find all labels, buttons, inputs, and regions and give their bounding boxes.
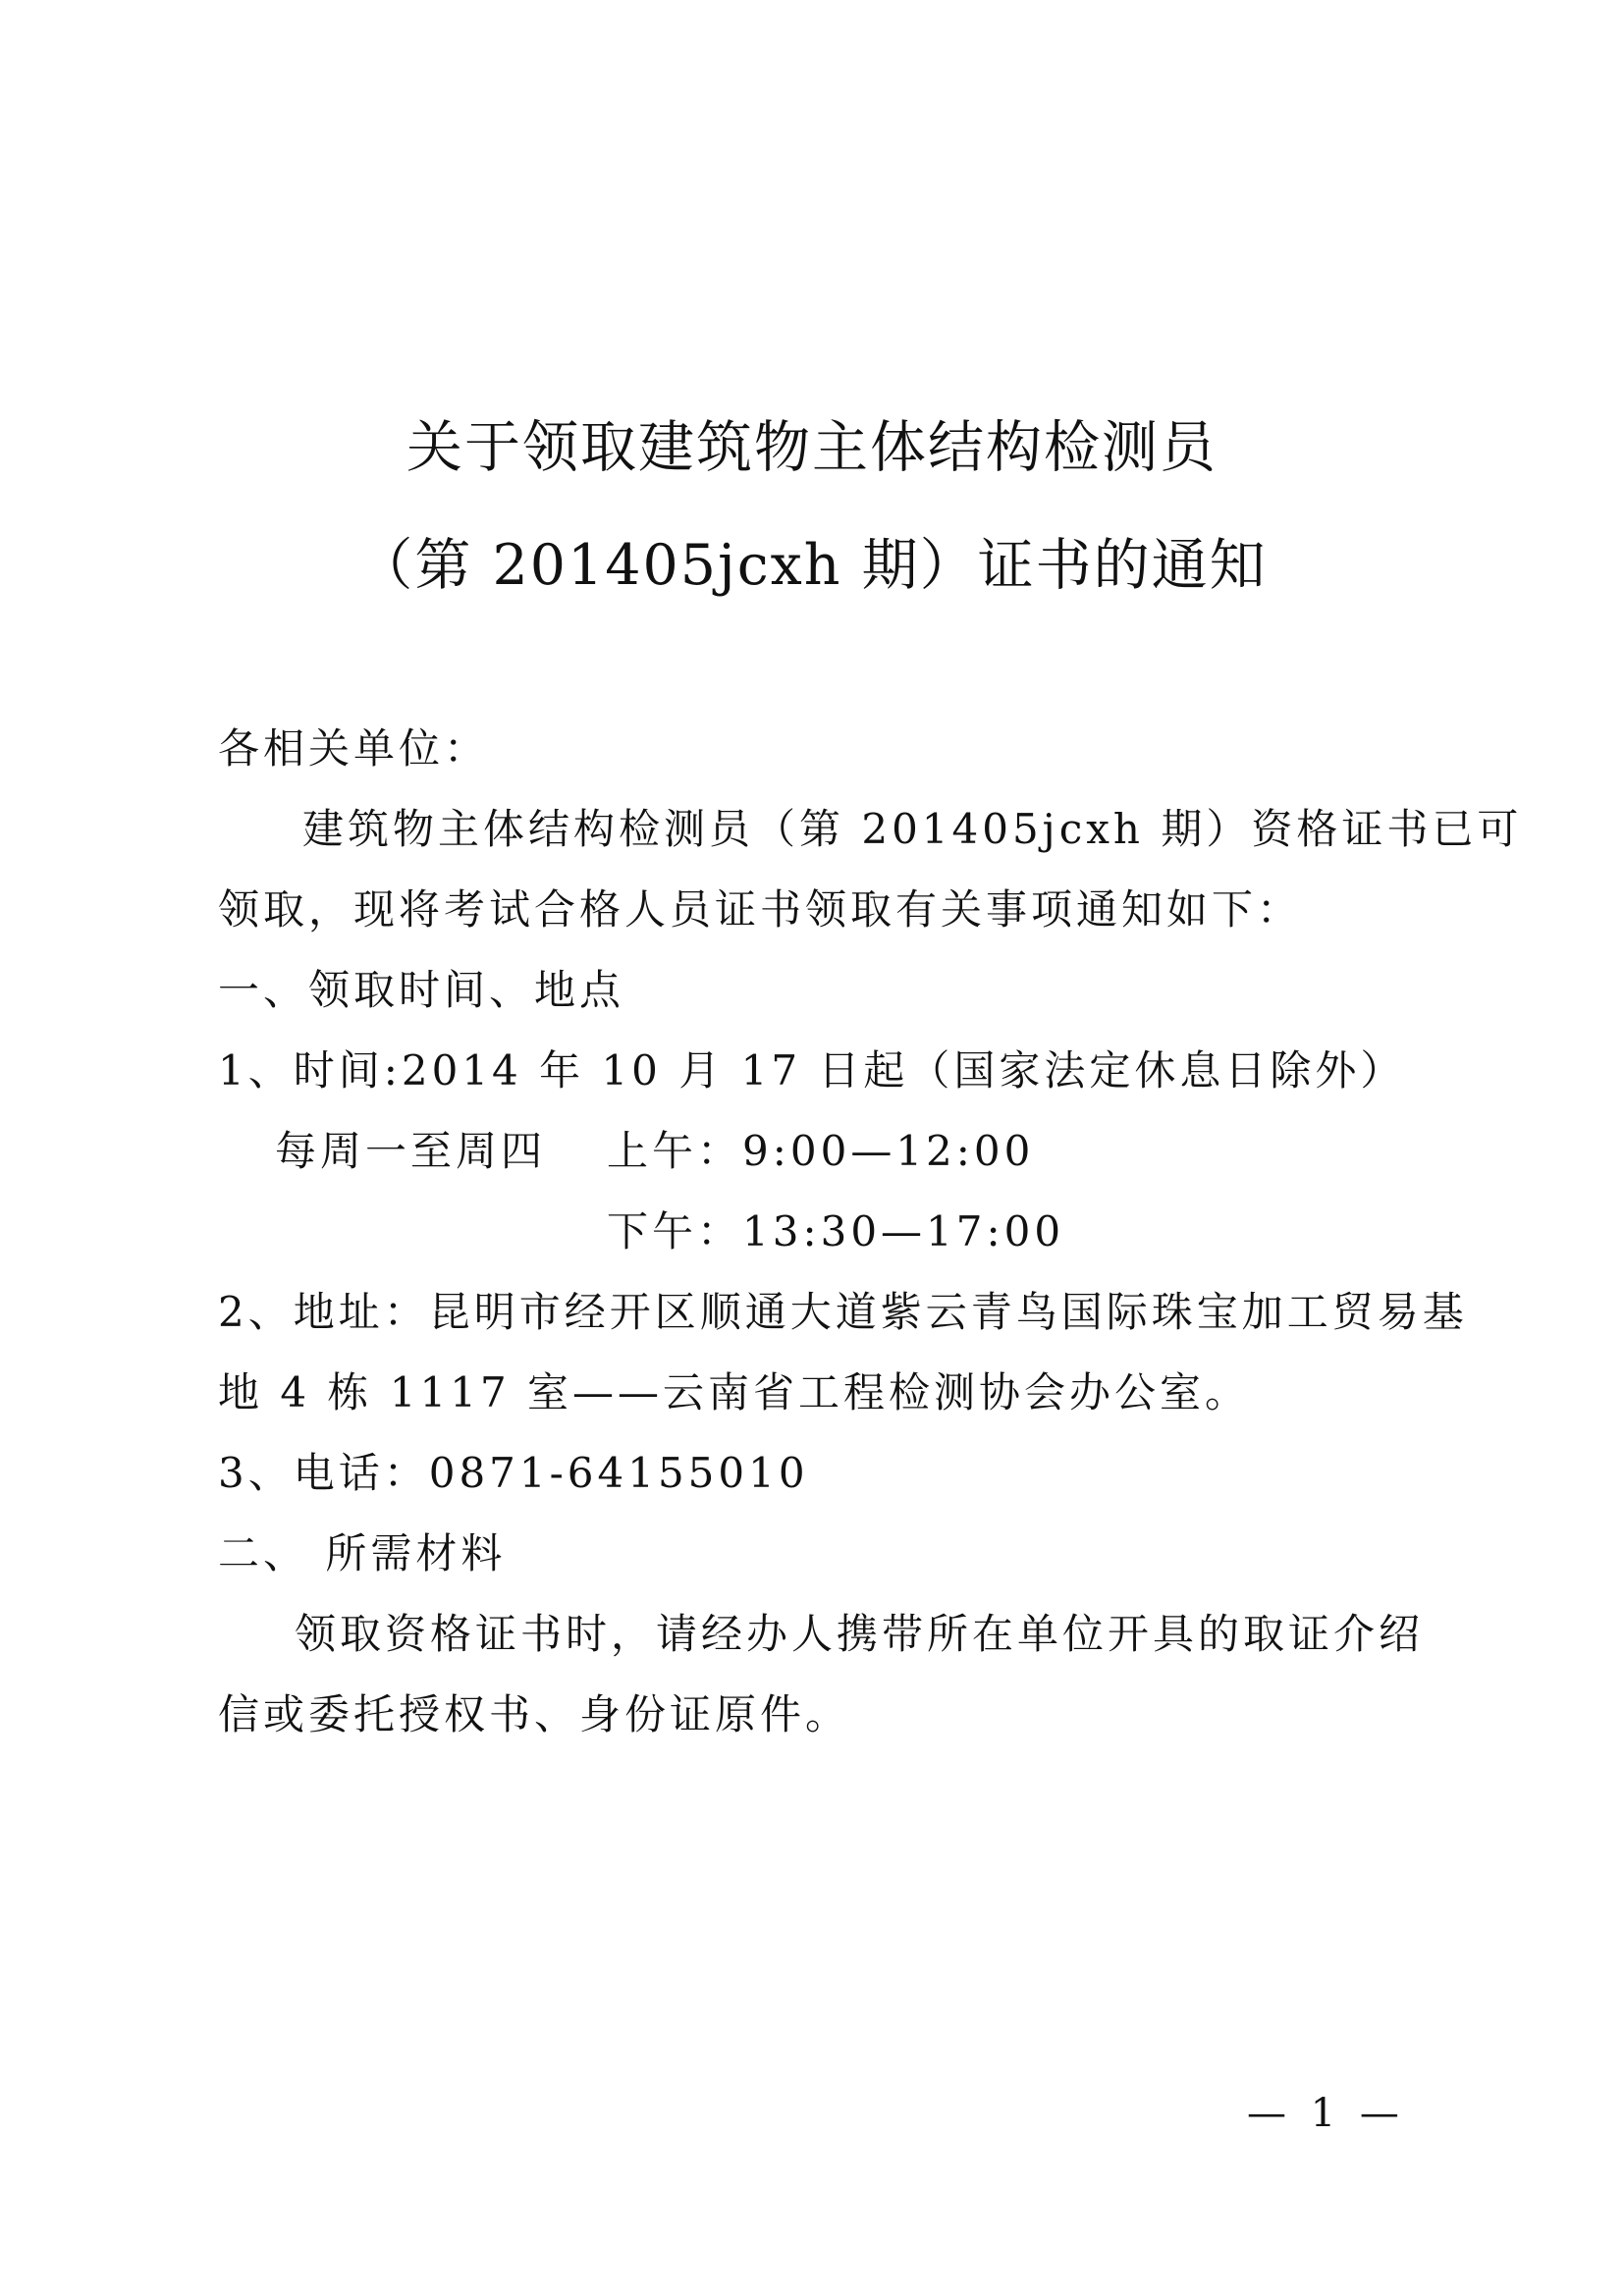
materials-paragraph-line-1: 领取资格证书时，请经办人携带所在单位开具的取证介绍 bbox=[295, 1610, 1425, 1658]
document-title-line-2: （第 201405jcxh 期）证书的通知 bbox=[356, 533, 1268, 598]
address-item-line-1: 2、地址：昆明市经开区顺通大道紫云青鸟国际珠宝加工贸易基 bbox=[218, 1288, 1468, 1336]
salutation: 各相关单位： bbox=[218, 724, 490, 773]
document-title-line-1: 关于领取建筑物主体结构检测员 bbox=[406, 415, 1218, 480]
time-item: 1、时间:2014 年 10 月 17 日起（国家法定休息日除外） bbox=[218, 1046, 1406, 1095]
schedule-days: 每周一至周四 bbox=[275, 1127, 547, 1175]
intro-paragraph-line-2: 领取，现将考试合格人员证书领取有关事项通知如下： bbox=[218, 885, 1303, 934]
address-item-line-2: 地 4 栋 1117 室——云南省工程检测协会办公室。 bbox=[218, 1368, 1251, 1416]
intro-paragraph-line-1: 建筑物主体结构检测员（第 201405jcxh 期）资格证书已可 bbox=[302, 805, 1523, 853]
page-number: — 1 — bbox=[1247, 2091, 1405, 2136]
section-heading-materials: 二、 所需材料 bbox=[218, 1529, 507, 1577]
schedule-afternoon-hours: 下午：13:30—17:00 bbox=[607, 1207, 1065, 1255]
materials-paragraph-line-2: 信或委托授权书、身份证原件。 bbox=[218, 1690, 851, 1738]
schedule-morning-hours: 上午：9:00—12:00 bbox=[607, 1127, 1035, 1175]
section-heading-time-location: 一、领取时间、地点 bbox=[218, 966, 625, 1014]
phone-item: 3、电话：0871-64155010 bbox=[218, 1449, 809, 1497]
